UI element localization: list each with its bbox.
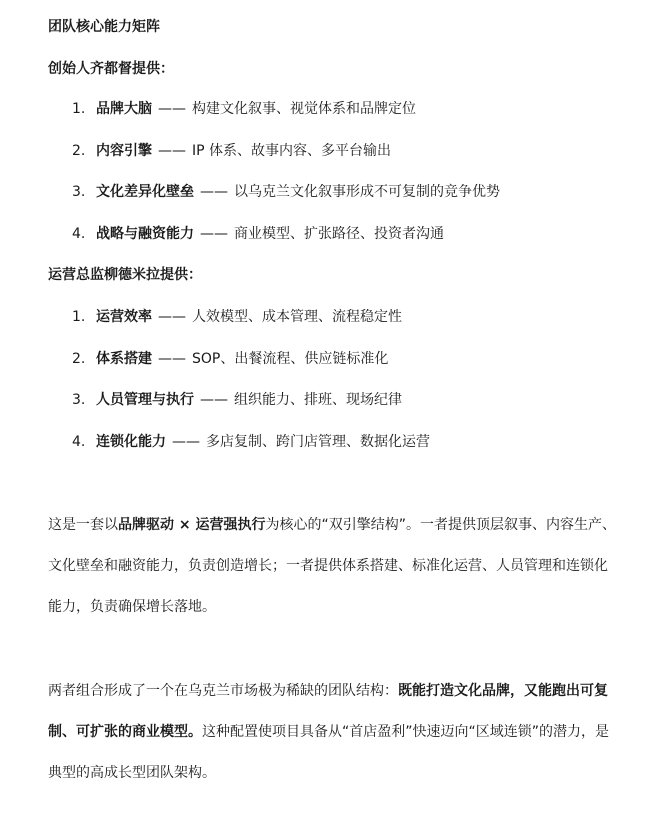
list-description: 人效模型、成本管理、流程稳定性 xyxy=(192,309,402,325)
list-description: 构建文化叙事、视觉体系和品牌定位 xyxy=(192,101,416,117)
list-term: 人员管理与执行 xyxy=(96,392,194,408)
list-number: 2. xyxy=(72,351,86,367)
paragraph-text: 这是一套以 xyxy=(48,517,118,533)
em-dash: —— xyxy=(200,226,228,242)
list-number: 2. xyxy=(72,143,86,159)
list-item xyxy=(72,141,391,161)
list-number: 4. xyxy=(72,434,86,450)
em-dash: —— xyxy=(200,184,228,200)
list-term: 运营效率 xyxy=(96,309,152,325)
list-item xyxy=(72,182,500,202)
list-description: 商业模型、扩张路径、投资者沟通 xyxy=(234,226,444,242)
list-description: SOP、出餐流程、供应链标准化 xyxy=(192,351,389,367)
list-number: 3. xyxy=(72,184,86,200)
conclusion-paragraph xyxy=(48,671,616,794)
list-item xyxy=(72,432,430,452)
list-item xyxy=(72,99,416,119)
em-dash: —— xyxy=(158,351,186,367)
paragraph-text: 为核心的“双引擎结构”。一者提供顶层叙事、内容生产、文化壁垒和融资能力，负责创造增长；一者提供体系搭建、标准化运营、人员管理和连锁化能力，负责确保增长落地。 xyxy=(48,517,616,615)
em-dash: —— xyxy=(172,434,200,450)
document-title: 团队核心能力矩阵 xyxy=(48,19,160,35)
list-term: 战略与融资能力 xyxy=(96,226,194,242)
em-dash: —— xyxy=(158,101,186,117)
em-dash: —— xyxy=(158,309,186,325)
paragraph-emphasis: 品牌驱动 × 运营强执行 xyxy=(118,517,266,533)
list-number: 4. xyxy=(72,226,86,242)
list-term: 文化差异化壁垒 xyxy=(96,184,194,200)
paragraph-text: 两者组合形成了一个在乌克兰市场极为稀缺的团队结构： xyxy=(48,683,398,699)
section-heading-founder: 创始人齐都督提供： xyxy=(48,61,174,77)
list-item xyxy=(72,224,444,244)
paragraph-text: 这种配置使项目具备从“首店盈利”快速迈向“区域连锁”的潜力，是典型的高成长型团队架构。 xyxy=(48,724,610,781)
list-item xyxy=(72,349,388,369)
list-term: 体系搭建 xyxy=(96,351,152,367)
summary-paragraph xyxy=(48,505,616,628)
list-description: 以乌克兰文化叙事形成不可复制的竞争优势 xyxy=(234,184,500,200)
list-term: 连锁化能力 xyxy=(96,434,166,450)
paragraph-emphasis: 既能打造文化品牌，又能跑出可复制、可扩张的商业模型。 xyxy=(48,683,608,740)
list-number: 1. xyxy=(72,101,86,117)
list-term: 品牌大脑 xyxy=(96,101,152,117)
list-item xyxy=(72,307,402,327)
em-dash: —— xyxy=(200,392,228,408)
list-item xyxy=(72,390,402,410)
list-description: 组织能力、排班、现场纪律 xyxy=(234,392,402,408)
list-number: 1. xyxy=(72,309,86,325)
list-description: IP 体系、故事内容、多平台输出 xyxy=(192,143,392,159)
section-heading-operations: 运营总监柳德米拉提供： xyxy=(48,267,202,283)
list-description: 多店复制、跨门店管理、数据化运营 xyxy=(206,434,430,450)
list-term: 内容引擎 xyxy=(96,143,152,159)
em-dash: —— xyxy=(158,143,186,159)
list-number: 3. xyxy=(72,392,86,408)
